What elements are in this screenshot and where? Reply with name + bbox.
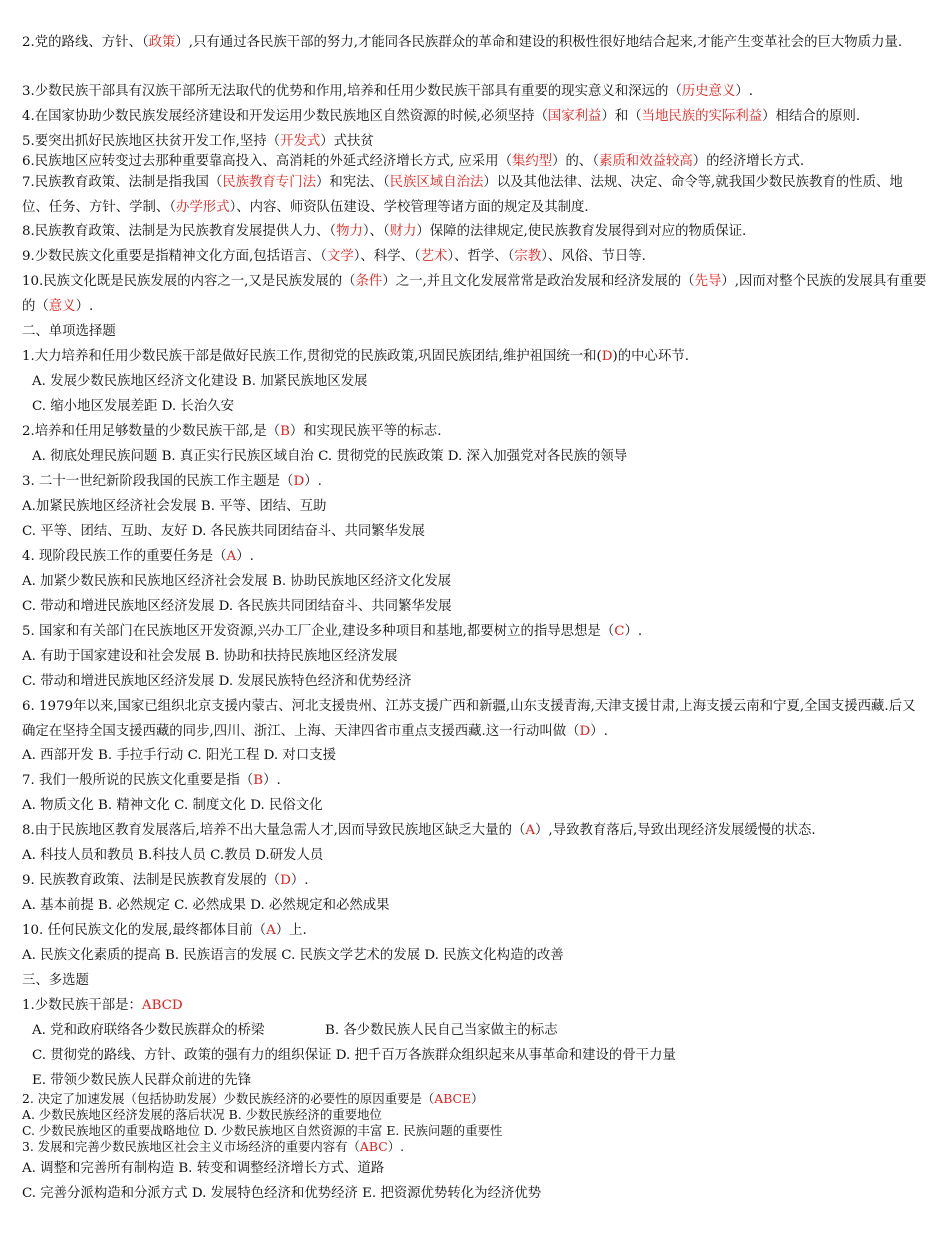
answer-text: 素质和效益较高 — [599, 154, 693, 169]
answer-text: 当地民族的实际利益 — [641, 109, 763, 124]
fill-question-2 — [22, 30, 928, 55]
option-line: E. 带领少数民族人民群众前进的先锋 — [32, 1073, 252, 1088]
answer-text: 财力 — [389, 224, 417, 239]
option-line: C. 贯彻党的路线、方针、政策的强有力的组织保证 D. 把千百万各族群众组织起来从事革命和建设的骨干力量 — [32, 1048, 676, 1063]
option-line: A. 加紧少数民族和民族地区经济社会发展 B. 协助民族地区经济文化发展 — [22, 574, 452, 589]
multi-question-3 — [22, 1139, 404, 1155]
question-text: ）,因而对整个民族的发展具有重要的（ — [22, 274, 927, 314]
answer-text: 意义 — [48, 299, 76, 314]
question-text: 3.少数民族干部具有汉族干部所无法取代的优势和作用,培养和任用少数民族干部具有重要的现实意义和深远的（ — [22, 84, 682, 99]
question-text: 6. 1979年以来,国家已组织北京支援内蒙古、河北支援贵州、江苏支援广西和新疆,山东支援青海,天津支援甘肃,上海支援云南和宁夏,全国支援西藏.后又确定在坚持全国支援西藏的同步,四川、浙江、上海、天津四省市重点支援西藏.这一行动叫做（ — [22, 699, 916, 739]
question-text: ）相结合的原则. — [762, 109, 861, 124]
option-line: A. 基本前提 B. 必然规定 C. 必然成果 D. 必然规定和必然成果 — [22, 898, 390, 913]
multi-question-2 — [22, 1091, 483, 1107]
question-text: 4. 现阶段民族工作的重要任务是（ — [22, 549, 227, 564]
question-text: 5. 国家和有关部门在民族地区开发资源,兴办工厂企业,建设多种项目和基地,都要树立的指导思想是（ — [22, 624, 615, 639]
option-line: A. 调整和完善所有制构造 B. 转变和调整经济增长方式、道路 — [22, 1161, 385, 1176]
fill-question-3 — [22, 79, 753, 104]
answer-text: C — [614, 624, 625, 639]
question-text: ）、风俗、节日等. — [541, 249, 646, 264]
question-text: 3. 二十一世纪新阶段我国的民族工作主题是（ — [22, 474, 294, 489]
question-text: ）. — [735, 84, 753, 99]
single-question-10 — [22, 918, 307, 943]
question-text: 8.民族教育政策、法制是为民族教育发展提供人力、（ — [22, 224, 337, 239]
question-text: 4.在国家协助少数民族发展经济建设和开发运用少数民族地区自然资源的时候,必须坚持（ — [22, 109, 548, 124]
question-text: ） — [471, 1091, 484, 1106]
option-line: C. 缩小地区发展差距 D. 长治久安 — [32, 399, 234, 414]
question-text: 8.由于民族地区教育发展落后,培养不出大量急需人才,因而导致民族地区缺乏大量的（ — [22, 823, 526, 838]
fill-question-9 — [22, 244, 646, 269]
question-text: ）式扶贫 — [320, 134, 374, 149]
question-text: 2.党的路线、方针、（ — [22, 35, 149, 50]
answer-text: D — [293, 474, 305, 489]
question-text: ）. — [304, 474, 322, 489]
answer-text: D — [601, 349, 613, 364]
question-text: ）. — [290, 873, 309, 888]
question-text: 7. 我们一般所说的民族文化重要是指（ — [22, 773, 254, 788]
single-question-7 — [22, 768, 281, 793]
question-text: ）的、（ — [552, 154, 600, 169]
option-line: A. 物质文化 B. 精神文化 C. 制度文化 D. 民俗文化 — [22, 798, 323, 813]
option-line: A. 民族文化素质的提高 B. 民族语言的发展 C. 民族文学艺术的发展 D. 民族文化构造的改善 — [22, 948, 564, 963]
answer-text: 宗教 — [514, 249, 542, 264]
answer-text: 条件 — [355, 274, 383, 289]
question-text: 7.民族教育政策、法制是指我国（ — [22, 175, 223, 190]
option-line: C. 带动和增进民族地区经济发展 D. 发展民族特色经济和优势经济 — [22, 674, 412, 689]
question-text: ）,只有通过各民族干部的努力,才能同各民族群众的革命和建设的积极性很好地结合起来,才能产生变革社会的巨大物质力量. — [175, 35, 903, 50]
question-text: 1.少数民族干部是： — [22, 998, 142, 1013]
answer-text: ABCE — [434, 1091, 472, 1106]
question-text: ）. — [590, 724, 608, 739]
answer-text: 国家利益 — [547, 109, 602, 124]
option-line: C. 带动和增进民族地区经济发展 D. 各民族共同团结奋斗、共同繁华发展 — [22, 599, 452, 614]
fill-question-10 — [22, 269, 928, 319]
question-text: 9.少数民族文化重要是指精神文化方面,包括语言、（ — [22, 249, 327, 264]
question-text: ）、内容、师资队伍建设、学校管理等诸方面的规定及其制度. — [229, 200, 589, 215]
option-line: C. 少数民族地区的重要战略地位 D. 少数民族地区自然资源的丰富 E. 民族问题的重要性 — [22, 1123, 503, 1138]
option-line: A. 科技人员和教员 B.科技人员 C.教员 D.研发人员 — [22, 848, 324, 863]
fill-question-8 — [22, 219, 746, 244]
answer-text: 政策 — [148, 35, 176, 50]
answer-text: 民族教育专门法 — [222, 175, 316, 190]
answer-text: ABCD — [141, 998, 183, 1013]
option-line: A. 少数民族地区经济发展的落后状况 B. 少数民族经济的重要地位 — [22, 1107, 382, 1122]
question-text: ）、哲学、（ — [447, 249, 515, 264]
option-line: A. 西部开发 B. 手拉手行动 C. 阳光工程 D. 对口支援 — [22, 748, 336, 763]
option-line: C. 完善分派构造和分派方式 D. 发展特色经济和优势经济 E. 把资源优势转化为经济优势 — [22, 1186, 542, 1201]
question-text: 2. 决定了加速发展（包括协助发展）少数民族经济的必要性的原因重要是（ — [22, 1091, 435, 1106]
question-text: ）的经济增长方式. — [692, 154, 805, 169]
answer-text: 集约型 — [511, 154, 553, 169]
question-text: 9. 民族教育政策、法制是民族教育发展的（ — [22, 873, 281, 888]
answer-text: 民族区域自治法 — [389, 175, 484, 190]
question-text: ）和宪法、（ — [315, 175, 390, 190]
option-line: C. 平等、团结、互助、友好 D. 各民族共同团结奋斗、共同繁华发展 — [22, 524, 425, 539]
question-text: 1.大力培养和任用少数民族干部是做好民族工作,贯彻党的民族政策,巩固民族团结,维护祖国统一和( — [22, 349, 602, 364]
question-text: 10. 任何民族文化的发展,最终都体目前（ — [22, 923, 267, 938]
option-line: A. 有助于国家建设和社会发展 B. 协助和扶持民族地区经济发展 — [22, 649, 398, 664]
fill-question-7 — [22, 170, 928, 220]
answer-text: A — [525, 823, 536, 838]
option-line: A. 发展少数民族地区经济文化建设 B. 加紧民族地区发展 — [32, 374, 368, 389]
answer-text: 文学 — [326, 249, 354, 264]
section-heading-multiple-choice: 三、多选题 — [22, 973, 89, 988]
answer-text: B — [253, 773, 264, 788]
question-text: ）、科学、（ — [353, 249, 421, 264]
question-text: ）以及其他法律、法规、决定、命令等,就我国少数民族教育的性质、地位、任务、方针、学制、（ — [22, 175, 903, 215]
single-question-1 — [22, 344, 689, 369]
multi-question-1 — [22, 993, 183, 1018]
option-line: A. 彻底处理民族问题 B. 真正实行民族区域自治 C. 贯彻党的民族政策 D. 深入加强党对各民族的领导 — [32, 449, 628, 464]
answer-text: A — [226, 549, 237, 564]
answer-text: 先导 — [694, 274, 722, 289]
question-text: ）,导致教育落后,导致出现经济发展缓慢的状态. — [535, 823, 816, 838]
question-text: ）上. — [275, 923, 307, 938]
question-text: 2.培养和任用足够数量的少数民族干部,是（ — [22, 424, 281, 439]
answer-text: 办学形式 — [176, 200, 230, 215]
single-question-2 — [22, 419, 441, 444]
option-line: B. 各少数民族人民自己当家做主的标志 — [325, 1023, 558, 1038]
question-text: ）之一,并且文化发展常常是政治发展和经济发展的（ — [382, 274, 695, 289]
answer-text: 历史意义 — [681, 84, 736, 99]
answer-text: 开发式 — [280, 134, 321, 149]
question-text: ）保障的法律规定,使民族教育发展得到对应的物质保证. — [416, 224, 747, 239]
answer-text: A — [266, 923, 276, 938]
single-question-8 — [22, 818, 816, 843]
answer-text: 物力 — [336, 224, 363, 239]
question-text: )的中心环节. — [612, 349, 689, 364]
question-text: 6.民族地区应转变过去那种重要靠高投入、高消耗的外延式经济增长方式, 应采用（ — [22, 154, 512, 169]
single-question-6 — [22, 694, 928, 744]
section-heading-single-choice: 二、单项选择题 — [22, 324, 116, 339]
fill-question-4 — [22, 104, 860, 129]
single-question-3 — [22, 469, 322, 494]
answer-text: ABC — [359, 1139, 388, 1154]
answer-text: D — [579, 724, 591, 739]
question-text: 3. 发展和完善少数民族地区社会主义市场经济的重要内容有（ — [22, 1139, 360, 1154]
question-text: ）. — [75, 299, 94, 314]
single-question-9 — [22, 868, 308, 893]
question-text: ）、（ — [362, 224, 390, 239]
answer-text: 艺术 — [420, 249, 448, 264]
question-text: ）. — [263, 773, 281, 788]
question-text: 10.民族文化既是民族发展的内容之一,又是民族发展的（ — [22, 274, 356, 289]
question-text: ）. — [624, 624, 643, 639]
option-line: A. 党和政府联络各少数民族群众的桥梁 — [32, 1023, 265, 1038]
option-line: A.加紧民族地区经济社会发展 B. 平等、团结、互助 — [22, 499, 327, 514]
question-text: ）和（ — [601, 109, 642, 124]
question-text: ）和实现民族平等的标志. — [289, 424, 442, 439]
answer-text: B — [280, 424, 290, 439]
question-text: ）. — [236, 549, 254, 564]
question-text: 5.要突出抓好民族地区扶贫开发工作,坚持（ — [22, 134, 281, 149]
answer-text: D — [280, 873, 291, 888]
single-question-4 — [22, 544, 254, 569]
single-question-5 — [22, 619, 642, 644]
question-text: ）. — [387, 1139, 405, 1154]
